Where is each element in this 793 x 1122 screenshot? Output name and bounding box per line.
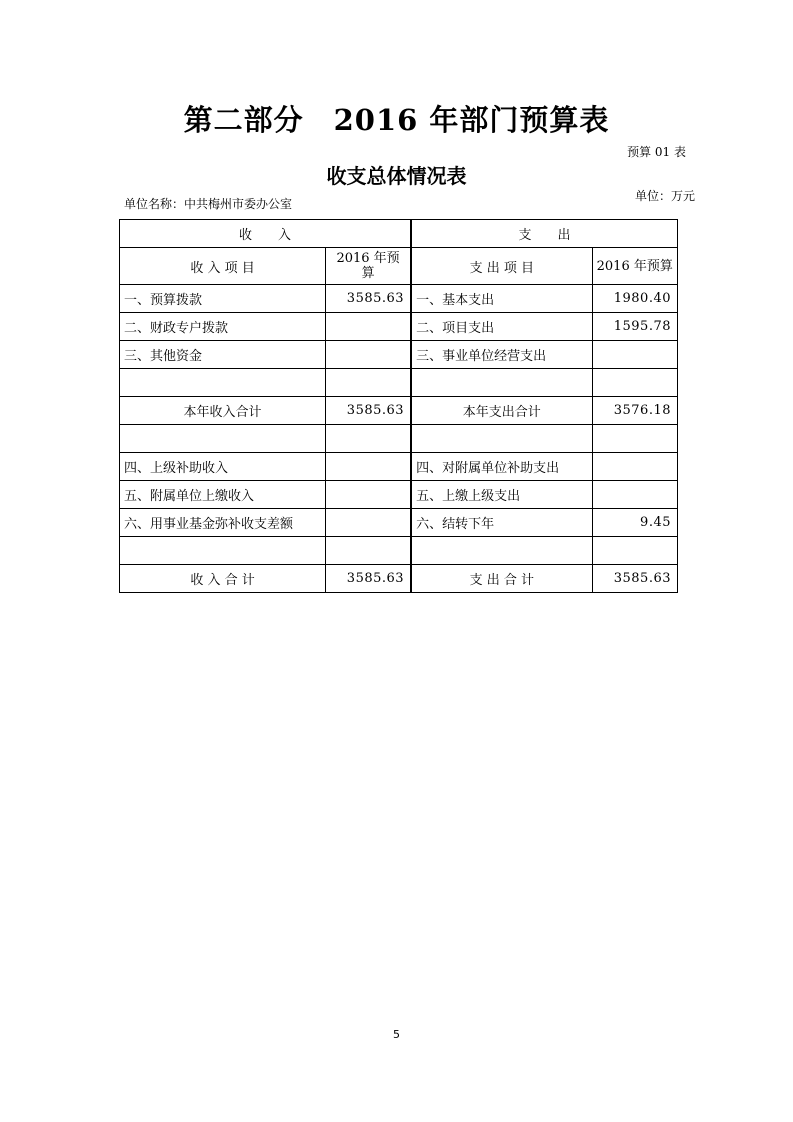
income-amount-cell bbox=[326, 453, 411, 481]
table-row bbox=[120, 537, 678, 565]
expense-item-cell: 一、基本支出 bbox=[411, 285, 592, 313]
income-amount-cell: 3585.63 bbox=[326, 285, 411, 313]
expense-header: 支 出 bbox=[411, 220, 677, 248]
income-item-cell: 收 入 合 计 bbox=[120, 565, 326, 593]
table-row bbox=[120, 341, 678, 369]
income-item-cell: 二、财政专户拨款 bbox=[120, 313, 326, 341]
income-amount-cell: 3585.63 bbox=[326, 565, 411, 593]
table-row bbox=[120, 565, 678, 593]
expense-amount-cell: 1595.78 bbox=[592, 313, 677, 341]
expense-amount-cell bbox=[592, 453, 677, 481]
income-item-cell: 五、附属单位上缴收入 bbox=[120, 481, 326, 509]
table-row bbox=[120, 369, 678, 397]
expense-amount-cell bbox=[592, 537, 677, 565]
income-item-cell: 一、预算拨款 bbox=[120, 285, 326, 313]
unit-label: 单位：万元 bbox=[634, 189, 695, 203]
expense-item-cell: 五、上缴上级支出 bbox=[411, 481, 592, 509]
page-title: 第二部分 2016 年部门预算表 bbox=[183, 103, 610, 137]
table-title: 收支总体情况表 bbox=[326, 164, 467, 188]
income-amount-cell bbox=[326, 537, 411, 565]
table-body bbox=[120, 285, 678, 593]
expense-item-cell: 四、对附属单位补助支出 bbox=[411, 453, 592, 481]
expense-amount-cell: 3585.63 bbox=[592, 565, 677, 593]
expense-item-cell: 六、结转下年 bbox=[411, 509, 592, 537]
table-row bbox=[120, 313, 678, 341]
income-item-cell: 四、上级补助收入 bbox=[120, 453, 326, 481]
table-row bbox=[120, 285, 678, 313]
expense-amount-header: 2016 年预算 bbox=[592, 248, 677, 285]
income-amount-cell bbox=[326, 425, 411, 453]
income-item-cell bbox=[120, 425, 326, 453]
expense-item-header: 支 出 项 目 bbox=[411, 248, 592, 285]
expense-item-cell: 本年支出合计 bbox=[411, 397, 592, 425]
form-number: 预算 01 表 bbox=[627, 145, 686, 159]
income-amount-cell bbox=[326, 341, 411, 369]
income-item-cell bbox=[120, 537, 326, 565]
unit-organization: 单位名称：中共梅州市委办公室 bbox=[124, 197, 293, 211]
income-item-cell: 六、用事业基金弥补收支差额 bbox=[120, 509, 326, 537]
income-item-cell: 本年收入合计 bbox=[120, 397, 326, 425]
expense-item-cell bbox=[411, 537, 592, 565]
expense-item-cell: 二、项目支出 bbox=[411, 313, 592, 341]
expense-item-cell bbox=[411, 425, 592, 453]
expense-amount-cell bbox=[592, 481, 677, 509]
expense-amount-cell bbox=[592, 369, 677, 397]
income-header: 收 入 bbox=[120, 220, 412, 248]
table-row bbox=[120, 481, 678, 509]
expense-amount-cell: 1980.40 bbox=[592, 285, 677, 313]
income-amount-cell bbox=[326, 369, 411, 397]
table-row bbox=[120, 425, 678, 453]
expense-item-cell: 三、事业单位经营支出 bbox=[411, 341, 592, 369]
header-row-1 bbox=[120, 220, 678, 248]
expense-item-cell bbox=[411, 369, 592, 397]
income-amount-cell bbox=[326, 313, 411, 341]
income-item-cell bbox=[120, 369, 326, 397]
table-row bbox=[120, 509, 678, 537]
expense-amount-cell: 9.45 bbox=[592, 509, 677, 537]
expense-item-cell: 支 出 合 计 bbox=[411, 565, 592, 593]
income-amount-cell: 3585.63 bbox=[326, 397, 411, 425]
table-row bbox=[120, 453, 678, 481]
budget-table bbox=[119, 219, 678, 593]
income-amount-cell bbox=[326, 509, 411, 537]
page-number: 5 bbox=[393, 1028, 400, 1041]
expense-amount-cell bbox=[592, 341, 677, 369]
expense-amount-cell bbox=[592, 425, 677, 453]
income-amount-header: 2016 年预算 bbox=[326, 248, 411, 285]
income-item-header: 收 入 项 目 bbox=[120, 248, 326, 285]
income-item-cell: 三、其他资金 bbox=[120, 341, 326, 369]
table-row bbox=[120, 397, 678, 425]
header-row-2 bbox=[120, 248, 678, 285]
income-amount-cell bbox=[326, 481, 411, 509]
expense-amount-cell: 3576.18 bbox=[592, 397, 677, 425]
